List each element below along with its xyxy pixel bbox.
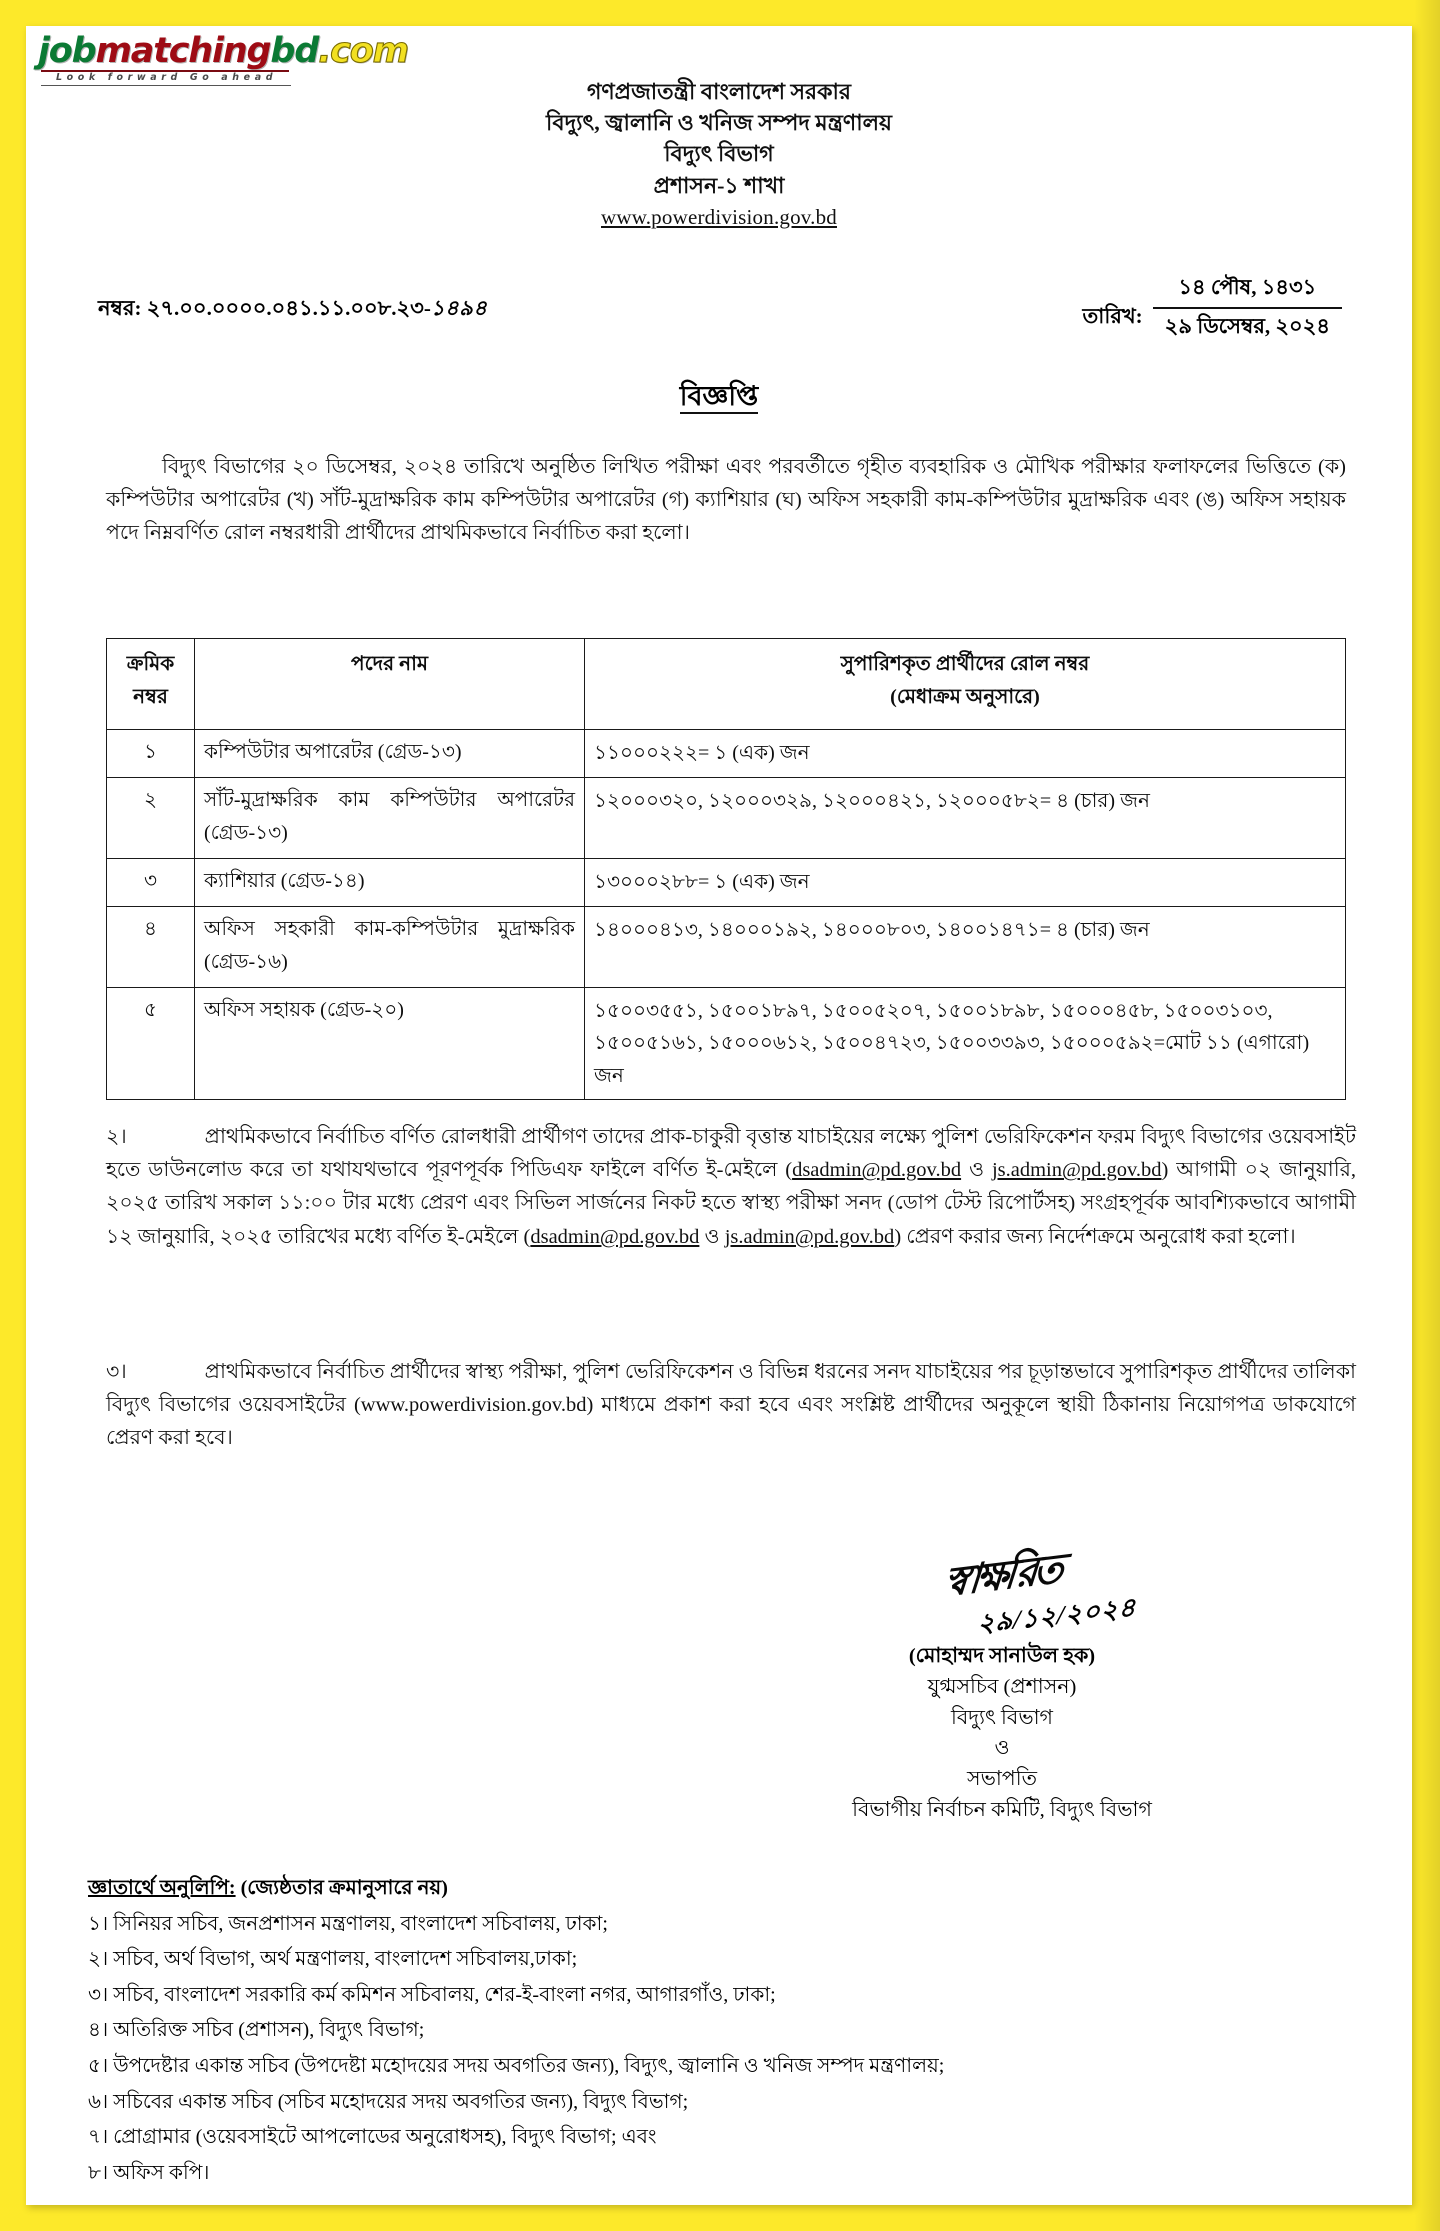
distribution-heading-bold: জ্ঞাতার্থে অনুলিপি: <box>88 1877 236 1899</box>
memo-number <box>98 292 487 327</box>
document-sheet <box>26 26 1412 2205</box>
signatory-role: সভাপতি <box>967 1768 1037 1790</box>
email-link-dsadmin[interactable]: dsadmin@pd.gov.bd <box>792 1159 962 1182</box>
email-link-dsadmin-2[interactable]: dsadmin@pd.gov.bd <box>530 1225 700 1248</box>
cell-serial: ৪ <box>107 907 195 988</box>
memo-number-value: ২৭.০০.০০০০.০৪১.১১.০০৮.২৩- <box>146 296 431 320</box>
notice-title <box>26 376 1412 421</box>
paragraph-2-conjunction: ও <box>961 1159 992 1182</box>
date-block <box>1082 270 1342 346</box>
cell-post-name: কম্পিউটার অপারেটর (গ্রেড-১৩) <box>195 730 585 778</box>
signatory-committee: বিভাগীয় নির্বাচন কমিটি, বিদ্যুৎ বিভাগ <box>852 1798 1152 1821</box>
distribution-item: ৮। অফিস কপি। <box>88 2161 210 2184</box>
signatory-department: বিদ্যুৎ বিভাগ <box>950 1706 1053 1729</box>
paragraph-2-text-a: প্রাথমিকভাবে নির্বাচিত বর্ণিত রোলধারী প্রার্থীগণ তাদের প্রাক-চাকুরী বৃত্তান্ত যাচাইয়ের লক্ষ্যে পুলিশ ভেরিফিকেশন ফরম বিদ্যুৎ বিভাগের ওয়েবসাইট হতে ডাউনলোড করে তা যথাযথভাবে পূরণপূর্বক পিডিএফ ফাইলে বর্ণিত ই-মেইলে ( <box>106 1126 1356 1182</box>
cell-roll-numbers: ১১০০০২২২= ১ (এক) জন <box>585 730 1346 778</box>
cell-post-name: অফিস সহকারী কাম-কম্পিউটার মুদ্রাক্ষরিক (গ্রেড-১৬) <box>195 907 585 988</box>
logo-part-bd: bd <box>270 31 319 71</box>
date-bangla: ১৪ পৌষ, ১৪৩১ <box>1153 270 1342 309</box>
intro-paragraph <box>106 451 1346 551</box>
column-header-serial-line1: ক্রমিক <box>126 653 175 675</box>
signature-date: ২৯/১২/২০২৪ <box>977 1592 1137 1639</box>
results-table-body <box>107 730 1346 1100</box>
column-header-rolls-line2: (মেধাক্রম অনুসারে) <box>890 686 1040 708</box>
cell-roll-numbers: ১৩০০০২৮৮= ১ (এক) জন <box>585 859 1346 907</box>
cell-roll-numbers: ১৪০০০৪১৩, ১৪০০০১৯২, ১৪০০০৮০৩, ১৪০০১৪৭১= ৪ (চার) জন <box>585 907 1346 988</box>
cell-roll-numbers: ১৫০০৩৫৫১, ১৫০০১৮৯৭, ১৫০০৫২০৭, ১৫০০১৮৯৮, ১৫০০০৪৫৮, ১৫০০৩১০৩, ১৫০০৫১৬১, ১৫০০০৬১২, ১৫০০৪৭২৩, ১৫০০৩৩৯৩, ১৫০০০৫৯২=মোট ১১ (এগারো) জন <box>585 988 1346 1100</box>
signatory-and: ও <box>994 1737 1010 1760</box>
paragraph-2-text-c: ) প্রেরণ করার জন্য নির্দেশক্রমে অনুরোধ করা হলো। <box>894 1225 1296 1248</box>
table-row <box>107 988 1346 1100</box>
memo-and-date-row <box>98 276 1352 366</box>
cell-serial: ১ <box>107 730 195 778</box>
letterhead-website-url[interactable]: www.powerdivision.gov.bd <box>601 204 837 229</box>
email-link-jsadmin-2[interactable]: js.admin@pd.gov.bd <box>724 1225 895 1248</box>
letterhead-division-line: বিদ্যুৎ বিভাগ <box>664 141 774 167</box>
table-row <box>107 778 1346 859</box>
paragraph-2-conjunction-2: ও <box>699 1225 725 1248</box>
distribution-item: ৭। প্রোগ্রামার (ওয়েবসাইটে আপলোডের অনুরোধসহ), বিদ্যুৎ বিভাগ; এবং <box>88 2126 657 2149</box>
cell-post-name: ক্যাশিয়ার (গ্রেড-১৪) <box>195 859 585 907</box>
column-header-post: পদের নাম <box>195 639 585 730</box>
column-header-serial-line2: নম্বর <box>133 686 168 708</box>
date-label: তারিখ: <box>1082 303 1143 328</box>
date-stack <box>1153 270 1342 346</box>
cell-roll-numbers: ১২০০০৩২০, ১২০০০৩২৯, ১২০০০৪২১, ১২০০০৫৮২= ৪ (চার) জন <box>585 778 1346 859</box>
logo-tagline: Look forward Go ahead <box>56 72 278 83</box>
distribution-item: ৫। উপদেষ্টার একান্ত সচিব (উপদেষ্টা মহোদয়ের সদয় অবগতির জন্য), বিদ্যুৎ, জ্বালানি ও খনিজ সম্পদ মন্ত্রণালয়; <box>88 2054 945 2077</box>
distribution-heading <box>88 1871 1378 1907</box>
distribution-item: ৪। অতিরিক্ত সচিব (প্রশাসন), বিদ্যুৎ বিভাগ; <box>88 2019 425 2042</box>
cell-post-name: অফিস সহায়ক (গ্রেড-২০) <box>195 988 585 1100</box>
cell-post-name: সাঁট-মুদ্রাক্ষরিক কাম কম্পিউটার অপারেটর (গ্রেড-১৩) <box>195 778 585 859</box>
column-header-rolls-line1: সুপারিশকৃত প্রার্থীদের রোল নম্বর <box>840 653 1090 675</box>
letterhead <box>26 76 1412 233</box>
table-row <box>107 859 1346 907</box>
distribution-heading-note: (জ্যেষ্ঠতার ক্রমানুসারে নয়) <box>235 1877 448 1899</box>
paragraph-3-text: প্রাথমিকভাবে নির্বাচিত প্রার্থীদের স্বাস্থ্য পরীক্ষা, পুলিশ ভেরিফিকেশন ও বিভিন্ন ধরনের সনদ যাচাইয়ের পর চূড়ান্তভাবে সুপারিশকৃত প্রার্থীদের তালিকা বিদ্যুৎ বিভাগের ওয়েবসাইটের (www.powerdivision.gov.bd) মাধ্যমে প্রকাশ করা হবে এবং সংশ্লিষ্ট প্রার্থীদের অনুকূলে স্থায়ী ঠিকানায় নিয়োগপত্র ডাকযোগে প্রেরণ করা হবে। <box>106 1361 1356 1450</box>
logo-part-matching: matching <box>95 31 271 71</box>
letterhead-ministry-line: বিদ্যুৎ, জ্বালানি ও খনিজ সম্পদ মন্ত্রণালয় <box>546 110 892 136</box>
notice-title-text: বিজ্ঞপ্তি <box>680 381 759 414</box>
column-header-rolls <box>585 639 1346 730</box>
logo-part-dotcom: .com <box>318 31 408 71</box>
logo-part-job: job <box>38 31 96 71</box>
letterhead-government-line: গণপ্রজাতন্ত্রী বাংলাদেশ সরকার <box>586 79 852 104</box>
results-table <box>106 638 1346 1100</box>
distribution-item: ১। সিনিয়র সচিব, জনপ্রশাসন মন্ত্রণালয়, বাংলাদেশ সচিবালয়, ঢাকা; <box>88 1912 608 1935</box>
cell-serial: ৩ <box>107 859 195 907</box>
handwritten-signature <box>742 1544 1262 1639</box>
paragraph-2-marker: ২। <box>106 1126 127 1148</box>
signature-block <box>742 1546 1262 1826</box>
distribution-item: ২। সচিব, অর্থ বিভাগ, অর্থ মন্ত্রণালয়, বাংলাদেশ সচিবালয়,ঢাকা; <box>88 1948 578 1971</box>
results-table-head <box>107 639 1346 730</box>
intro-paragraph-text: বিদ্যুৎ বিভাগের ২০ ডিসেম্বর, ২০২৪ তারিখে অনুষ্ঠিত লিখিত পরীক্ষা এবং পরবর্তীতে গৃহীত ব্যবহারিক ও মৌখিক পরীক্ষার ফলাফলের ভিত্তিতে (ক) কম্পিউটার অপারেটর (খ) সাঁট-মুদ্রাক্ষরিক কাম কম্পিউটার অপারেটর (গ) ক্যাশিয়ার (ঘ) অফিস সহকারী কাম-কম্পিউটার মুদ্রাক্ষরিক এবং (ঙ) অফিস সহায়ক পদে নিম্নবর্ণিত রোল নম্বরধারী প্রার্থীদের প্রাথমিকভাবে নির্বাচিত করা হলো। <box>106 456 1346 545</box>
distribution-list <box>88 1871 1378 2191</box>
memo-number-label: নম্বর: <box>98 296 147 320</box>
paragraph-3-marker: ৩। <box>106 1361 127 1383</box>
paragraph-2-text-b: ) আগামী ০২ জানুয়ারি, ২০২৫ তারিখ সকাল ১১:০০ টার মধ্যে প্রেরণ এবং সিভিল সার্জনের নিকট হতে স্বাস্থ্য পরীক্ষা সনদ (ডোপ টেস্ট রিপোর্টসহ) সংগ্রহপূর্বক আবশ্যিকভাবে আগামী ১২ জানুয়ারি, ২০২৫ তারিখের মধ্যে বর্ণিত ই-মেইলে ( <box>106 1159 1357 1248</box>
site-logo-text <box>38 31 408 71</box>
memo-number-handwritten-suffix: ১৪৯৪ <box>430 296 488 320</box>
date-english: ২৯ ডিসেম্বর, ২০২৪ <box>1164 314 1330 338</box>
signatory-designation: যুগ্মসচিব (প্রশাসন) <box>927 1675 1077 1698</box>
distribution-item: ৩। সচিব, বাংলাদেশ সরকারি কর্ম কমিশন সচিবালয়, শের-ই-বাংলা নগর, আগারগাঁও, ঢাকা; <box>88 1983 776 2006</box>
column-header-serial <box>107 639 195 730</box>
signatory-name: (মোহাম্মদ সানাউল হক) <box>908 1645 1096 1667</box>
signature-scribble: স্বাক্ষরিত <box>942 1544 1062 1607</box>
table-header-row <box>107 639 1346 730</box>
paragraph-2 <box>106 1121 1356 1254</box>
cell-serial: ৫ <box>107 988 195 1100</box>
email-link-jsadmin[interactable]: js.admin@pd.gov.bd <box>991 1159 1162 1182</box>
table-row <box>107 907 1346 988</box>
table-row <box>107 730 1346 778</box>
distribution-item: ৬। সচিবের একান্ত সচিব (সচিব মহোদয়ের সদয় অবগতির জন্য), বিদ্যুৎ বিভাগ; <box>88 2090 689 2113</box>
paragraph-3 <box>106 1356 1356 1456</box>
letterhead-section-line: প্রশাসন-১ শাখা <box>653 172 785 198</box>
cell-serial: ২ <box>107 778 195 859</box>
results-table-container <box>106 638 1346 1100</box>
